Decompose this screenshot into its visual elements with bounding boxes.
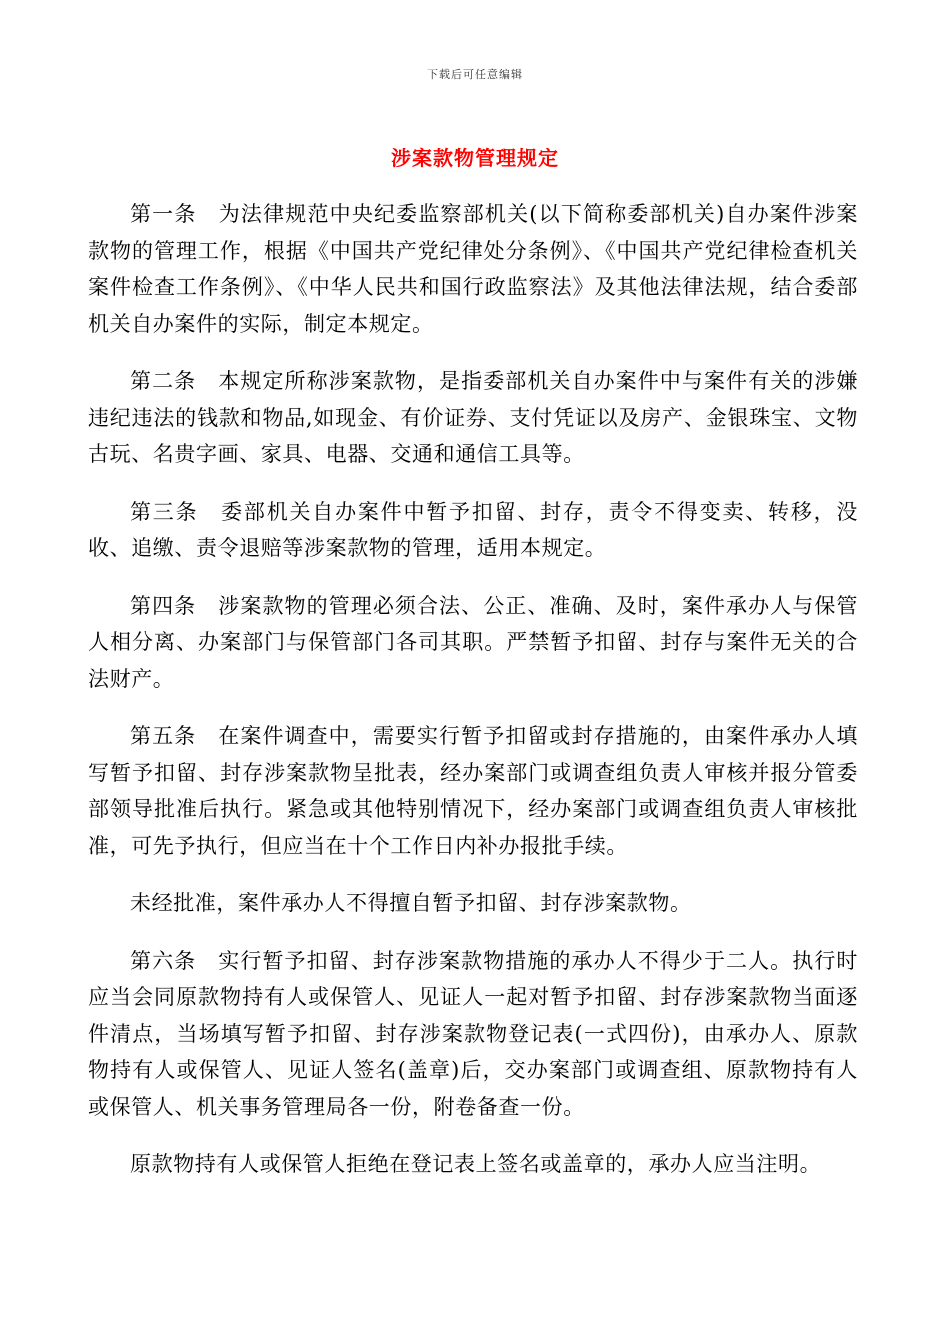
article-6-supplement-paragraph: 原款物持有人或保管人拒绝在登记表上签名或盖章的，承办人应当注明。: [130, 1152, 822, 1176]
header-note: 下载后可任意编辑: [427, 68, 523, 81]
document-title: 涉案款物管理规定: [391, 146, 559, 170]
article-5-supplement-paragraph: 未经批准，案件承办人不得擅自暂予扣留、封存涉案款物。: [130, 891, 692, 915]
article-2-paragraph: 第二条 本规定所称涉案款物，是指委部机关自办案件中与案件有关的涉嫌违纪违法的钱款和物品,如现金、有价证券、支付凭证以及房产、金银珠宝、文物古玩、名贵字画、家具、电器、交通和通信工具等。: [88, 369, 858, 466]
article-3-paragraph: 第三条 委部机关自办案件中暂予扣留、封存，责令不得变卖、转移，没收、追缴、责令退赔等涉案款物的管理，适用本规定。: [88, 499, 858, 560]
article-5-paragraph: 第五条 在案件调查中，需要实行暂予扣留或封存措施的，由案件承办人填写暂予扣留、封存涉案款物呈批表，经办案部门或调查组负责人审核并报分管委部领导批准后执行。紧急或其他特别情况下，经办案部门或调查组负责人审核批准，可先予执行，但应当在十个工作日内补办报批手续。: [88, 724, 858, 858]
article-4-paragraph: 第四条 涉案款物的管理必须合法、公正、准确、及时，案件承办人与保管人相分离、办案部门与保管部门各司其职。严禁暂予扣留、封存与案件无关的合法财产。: [88, 593, 858, 691]
document-body: [88, 196, 858, 1204]
article-6-paragraph: 第六条 实行暂予扣留、封存涉案款物措施的承办人不得少于二人。执行时应当会同原款物持有人或保管人、见证人一起对暂予扣留、封存涉案款物当面逐件清点，当场填写暂予扣留、封存涉案款物登记表(一式四份)，由承办人、原款物持有人或保管人、见证人签名(盖章)后，交办案部门或调查组、原款物持有人或保管人、机关事务管理局各一份，附卷备查一份。: [88, 948, 858, 1119]
article-1-paragraph: 第一条 为法律规范中央纪委监察部机关(以下简称委部机关)自办案件涉案款物的管理工作，根据《中国共产党纪律处分条例》、《中国共产党纪律检查机关案件检查工作条例》、《中华人民共和国行政监察法》及其他法律法规，结合委部机关自办案件的实际，制定本规定。: [88, 202, 858, 336]
